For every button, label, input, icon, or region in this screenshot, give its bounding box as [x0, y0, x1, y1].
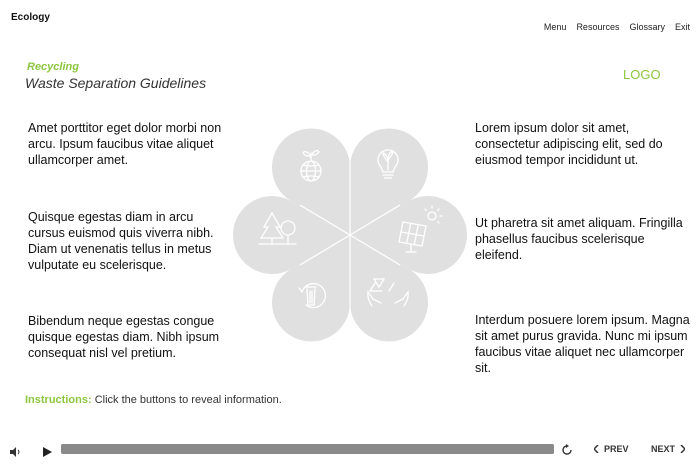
play-icon [43, 447, 52, 457]
prev-button[interactable] [594, 444, 629, 454]
chevron-left-icon [594, 445, 599, 453]
play-button[interactable] [43, 444, 52, 462]
menu-link[interactable]: Menu [543, 22, 567, 32]
info-text-left-1: Amet porttitor eget dolor morbi non arcu. Ipsum faucibus vitae aliquet ullamcorper amet. [28, 121, 222, 167]
volume-button[interactable] [10, 444, 22, 462]
progress-bar[interactable] [61, 444, 554, 454]
speaker-icon [10, 447, 22, 457]
info-text-right-1: Lorem ipsum dolor sit amet, consectetur adipiscing elit, sed do eiusmod tempor incididunt ut. [475, 121, 663, 167]
instructions [25, 394, 282, 406]
chevron-right-icon [680, 445, 685, 453]
next-label: NEXT [651, 444, 676, 454]
glossary-link[interactable]: Glossary [629, 22, 665, 32]
progress-fill [61, 444, 554, 454]
logo: LOGO [623, 67, 661, 82]
petal-flower [230, 121, 470, 349]
resources-link[interactable]: Resources [576, 22, 620, 32]
prev-label: PREV [604, 444, 629, 454]
info-text-right-3: Interdum posuere lorem ipsum. Magna sit amet purus gravida. Nunc mi ipsum faucibus vitae aliquet nec ullamcorper sit. [475, 313, 690, 375]
replay-button[interactable] [561, 443, 573, 461]
exit-link[interactable]: Exit [674, 22, 690, 32]
app-title: Ecology [11, 12, 50, 23]
info-text-left-3: Bibendum neque egestas congue quisque egestas diam. Nibh ipsum consequat nisl vel pretium. [28, 314, 220, 360]
info-text-left-2: Quisque egestas diam in arcu cursus euismod quis viverra nibh. Diam ut venenatis tellus in metus vulputate eu scelerisque. [28, 210, 214, 272]
instructions-label: Instructions: [25, 394, 92, 406]
next-button[interactable] [651, 444, 685, 454]
instructions-text: Click the buttons to reveal information. [94, 394, 282, 406]
section-kicker: Recycling [27, 61, 79, 73]
info-text-right-2: Ut pharetra sit amet aliquam. Fringilla phasellus faucibus scelerisque eleifend. [475, 216, 683, 262]
replay-icon [561, 444, 573, 456]
page-title: Waste Separation Guidelines [25, 75, 207, 91]
top-nav [544, 22, 690, 32]
